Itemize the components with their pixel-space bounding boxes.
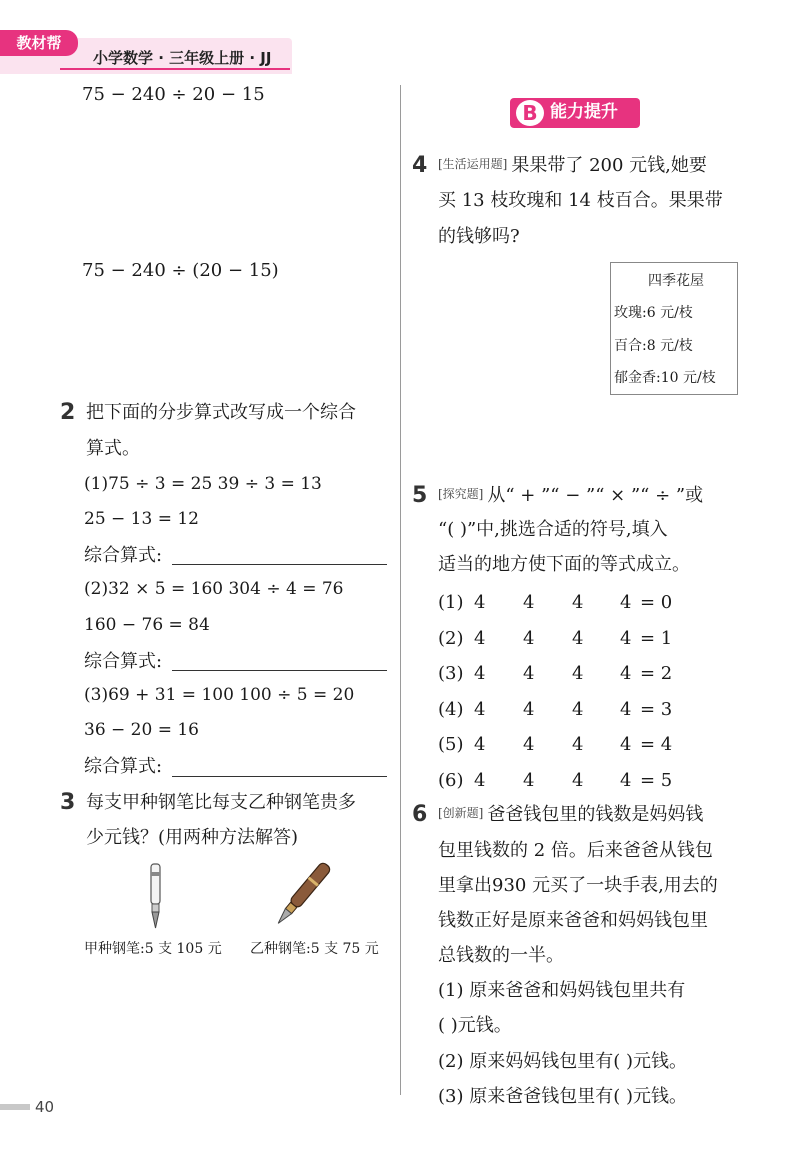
question-4-number: 4 (412, 153, 428, 178)
page-number-bar (0, 1104, 30, 1110)
equation-operand: 4 (620, 734, 632, 755)
question-5-tag: [探究题] (438, 487, 484, 501)
answer-line-3[interactable] (172, 776, 387, 777)
equation-operand: 4 (523, 627, 535, 649)
question-5-text-line2: “( )”中,挑选合适的符号,填入 (438, 519, 668, 540)
question-6-number: 6 (412, 802, 428, 827)
question-6-text-line3: 里拿出930 元买了一块手表,用去的 (438, 875, 718, 896)
equation-operand: 4 (523, 663, 535, 684)
equation-result: = 0 (640, 592, 673, 613)
book-title: 小学数学 · 三年级上册 · JJ (93, 49, 272, 67)
equation-operand: 4 (474, 698, 486, 720)
brand-tag: 教材帮 (0, 30, 78, 56)
equation-operand: 4 (572, 627, 584, 649)
header-underline (60, 68, 290, 70)
equation-operand: 4 (620, 769, 632, 791)
equation-operand: 4 (620, 592, 632, 613)
equation-result: = 4 (640, 734, 673, 755)
combined-label-2: 综合算式: (84, 651, 163, 672)
question-5-text-line1: [探究题] 从“ + ”“ − ”“ × ”“ ÷ ”或 (438, 485, 704, 506)
question-5-number: 5 (412, 483, 428, 508)
answer-line-2[interactable] (172, 670, 387, 671)
question-3-text-line1: 每支甲种钢笔比每支乙种钢笔贵多 (86, 792, 356, 813)
question-2-number: 2 (60, 400, 76, 425)
equation-operand: 4 (620, 698, 632, 720)
question-2-text-line2: 算式。 (86, 438, 140, 459)
pen-a-price: 甲种钢笔:5 支 105 元 (84, 941, 222, 957)
combined-label-3: 综合算式: (84, 756, 163, 777)
step-1-equations: (1)75 ÷ 3 = 25 39 ÷ 3 = 13 (84, 474, 322, 494)
question-6-text-line2: 包里钱数的 2 倍。后来爸爸从钱包 (438, 840, 713, 861)
question-3-number: 3 (60, 790, 76, 815)
equation-result: = 3 (640, 698, 673, 720)
equation-label: (6) (438, 769, 464, 791)
expression-1: 75 − 240 ÷ 20 − 15 (82, 84, 265, 105)
fountain-pen-a-icon (140, 862, 170, 930)
question-4-text-line1: [生活运用题] 果果带了 200 元钱,她要 (438, 155, 707, 176)
sub-question-2: (2) 原来妈妈钱包里有( )元钱。 (438, 1051, 687, 1072)
sub-question-1b: ( )元钱。 (438, 1015, 512, 1036)
question-2-text-line1: 把下面的分步算式改写成一个综合 (86, 402, 356, 423)
equation-label: (2) (438, 627, 464, 649)
section-b-letter: B (516, 100, 544, 126)
equation-operand: 4 (523, 769, 535, 791)
question-4-text-line2: 买 13 枝玫瑰和 14 枝百合。果果带 (438, 190, 723, 211)
equation-result: = 5 (640, 769, 673, 791)
equation-operand: 4 (523, 698, 535, 720)
step-3-equations: (3)69 + 31 = 100 100 ÷ 5 = 20 (84, 685, 355, 705)
price-tulip: 郁金香:10 元/枝 (614, 370, 716, 386)
step-2-result: 160 − 76 = 84 (84, 615, 210, 635)
sub-question-3: (3) 原来爸爸钱包里有( )元钱。 (438, 1086, 687, 1107)
equation-operand: 4 (572, 663, 584, 684)
question-6-text-line4: 钱数正好是原来爸爸和妈妈钱包里 (438, 910, 708, 931)
equation-operand: 4 (572, 698, 584, 720)
question-3-text-line2: 少元钱？(用两种方法解答) (86, 827, 299, 848)
step-3-result: 36 − 20 = 16 (84, 720, 199, 740)
price-lily: 百合:8 元/枝 (614, 338, 693, 354)
equation-operand: 4 (620, 627, 632, 649)
equation-operand: 4 (474, 663, 486, 684)
question-5-text-line3: 适当的地方使下面的等式成立。 (438, 554, 690, 575)
equation-label: (1) (438, 592, 464, 613)
step-2-equations: (2)32 × 5 = 160 304 ÷ 4 = 76 (84, 579, 344, 599)
column-divider (400, 85, 401, 1095)
sub-question-1a: (1) 原来爸爸和妈妈钱包里共有 (438, 980, 686, 1001)
equation-result: = 2 (640, 663, 673, 684)
fountain-pen-b-icon (266, 860, 338, 930)
page-number: 40 (35, 1098, 55, 1116)
equation-operand: 4 (474, 592, 486, 613)
equation-operand: 4 (572, 734, 584, 755)
equation-operand: 4 (620, 663, 632, 684)
question-6-text-line5: 总钱数的一半。 (438, 945, 564, 966)
equation-operand: 4 (523, 592, 535, 613)
equation-operand: 4 (572, 592, 584, 613)
equation-operand: 4 (523, 734, 535, 755)
equation-operand: 4 (474, 769, 486, 791)
expression-2: 75 − 240 ÷ (20 − 15) (82, 260, 279, 281)
section-b-title: 能力提升 (550, 102, 618, 122)
equation-label: (4) (438, 698, 464, 720)
price-rose: 玫瑰:6 元/枝 (614, 305, 693, 321)
question-6-tag: [创新题] (438, 806, 484, 820)
question-4-tag: [生活运用题] (438, 157, 508, 171)
price-list-title: 四季花屋 (648, 273, 704, 289)
combined-label-1: 综合算式: (84, 545, 163, 566)
pen-b-price: 乙种钢笔:5 支 75 元 (250, 941, 379, 957)
question-6-text-line1: [创新题] 爸爸钱包里的钱数是妈妈钱 (438, 804, 704, 825)
equation-label: (3) (438, 663, 464, 684)
answer-line-1[interactable] (172, 564, 387, 565)
equation-operand: 4 (474, 734, 486, 755)
equation-operand: 4 (474, 627, 486, 649)
equation-label: (5) (438, 734, 464, 755)
step-1-result: 25 − 13 = 12 (84, 509, 199, 529)
equation-operand: 4 (572, 769, 584, 791)
question-4-text-line3: 的钱够吗? (438, 226, 520, 247)
equation-result: = 1 (640, 627, 673, 649)
